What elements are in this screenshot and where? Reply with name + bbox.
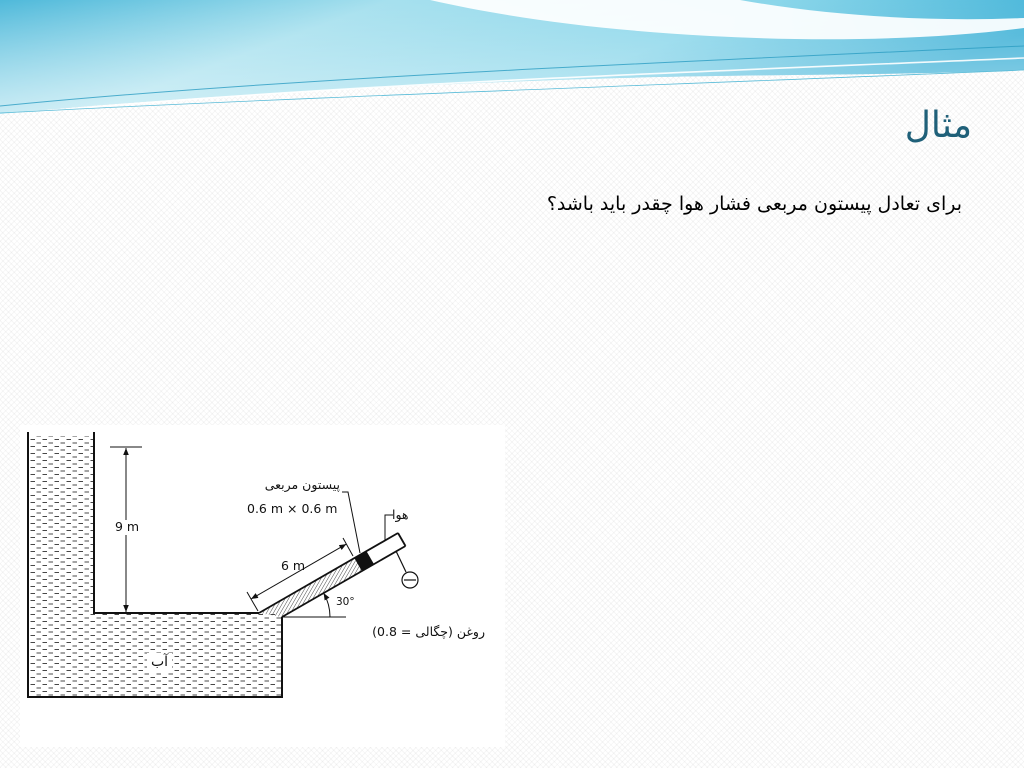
slide-title: مثال	[904, 105, 972, 146]
question-text: برای تعادل پیستون مربعی فشار هوا چقدر باید باشد؟	[546, 193, 962, 215]
water-label: آب	[147, 653, 172, 671]
oil-label: روغن (چگالی = 0.8)	[372, 624, 485, 639]
length-label: 6 m	[281, 558, 306, 573]
height-label: 9 m	[115, 519, 140, 534]
tank-diagram	[20, 425, 505, 747]
piston-name-label: پیستون مربعی	[264, 477, 340, 492]
piston-leader-line	[342, 492, 360, 553]
oil-fill	[259, 558, 362, 617]
pressure-gauge-icon	[396, 551, 418, 588]
piston-size-label: 0.6 m × 0.6 m	[247, 501, 338, 516]
air-label: هوا	[392, 507, 409, 522]
header-wave-decoration	[0, 0, 1024, 120]
problem-figure	[20, 425, 505, 747]
angle-label: 30°	[336, 596, 355, 608]
